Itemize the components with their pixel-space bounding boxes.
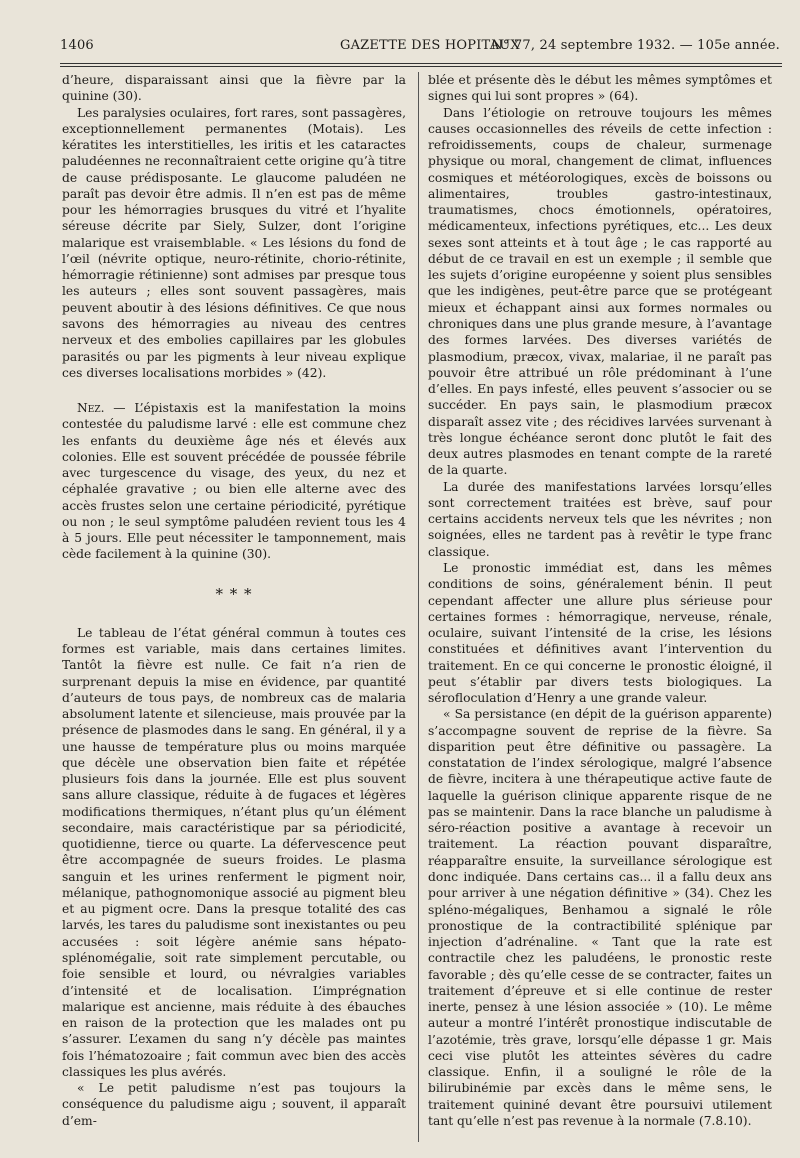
paragraph-text: — L’épistaxis est la manifestation la moins contestée du paludisme larvé : elle est commune chez les enfants du deuxième âge nés et élevés aux colonies. Elle est souvent précédée de poussée fébrile avec turgescence du visage, des yeux, du nez et céphalée gravative ; ou bien elle alterne avec des accès frustes selon une certaine périodicité, pyrétique ou non ; le seul symptôme paludéen revient tous les 4 à 5 jours. Elle peut nécessiter le tamponnement, mais cède facilement à la quinine (30).: [62, 401, 406, 562]
section-ornament: * * *: [215, 584, 253, 603]
journal-title: GAZETTE DES HOPITAUX: [340, 38, 520, 53]
paragraph: La durée des manifestations larvées lorsqu’elles sont correctement traitées est brève, sauf pour certains accidents nerveux tels que les névrites ; non soignées, elles ne tardent pas à revêtir le type franc classique.: [428, 479, 772, 559]
column-divider: [418, 72, 419, 1142]
header-rule: [60, 63, 782, 64]
paragraph: Le tableau de l’état général commun à toutes ces formes est variable, mais dans certaines limites. Tantôt la fièvre est nulle. Ce fait n’a rien de surprenant depuis la mise en évidence, par quantité d’auteurs de tous pays, de nombreux cas de malaria absolument latente et silencieuse, mais prouvée par la présence de plasmodes dans le sang. En général, il y a une hausse de température plus ou moins marquée que décèle une observation bien faite et répétée plusieurs fois dans la journée. Elle est plus souvent sans allure classique, réduite à de fugaces et légères modifications thermiques, n’étant plus qu’un élément secondaire, mais caractéristique par sa périodicité, quotidienne, tierce ou quarte. La défervescence peut être accompagnée de sueurs froides. Le plasma sanguin et les urines renferment le pigment noir, mélanique, pathognomonique associé au pigment bleu et au pigment ocre. Dans la presque totalité des cas larvés, les tares du paludisme sont inexistantes ou peu accusées : soit légère anémie sans hépato-splénomégalie, soit rate simplement percutable, ou foie sensible et lourd, ou névralgies variables d’intensité et de localisation. L’imprégnation malarique est ancienne, mais réduite à des ébauches en raison de la protection que les malades ont pu s’assurer. L’examen du sang n’y décèle pas maintes fois l’hématozoaire ; fait commun avec bien des accès classiques les plus avérés.: [62, 625, 406, 1079]
paragraph: Les paralysies oculaires, fort rares, sont passagères, exceptionnellement permanentes (Motais). Les kératites les interstitielles, les iritis et les cataractes paludéennes ne reconnaîtraient cette origine qu’à titre de cause prédisposante. Le glaucome paludéen ne paraît pas devoir être admis. Il n’en est pas de même pour les hémorragies brusques du vitré et l’hyalite séreuse décrite par Siely, Sulzer, dont l’origine malarique est vraisemblable. « Les lésions du fond de l’œil (névrite optique, neuro-rétinite, chorio-rétinite, hémorragie rétinienne) sont admises par presque tous les auteurs ; elles sont souvent passagères, mais peuvent aboutir à des lésions définitives. Ce que nous savons des hémorragies au niveau des centres nerveux et des embolies capillaires par les globules parasités ou par les pigments à leur niveau explique ces diverses localisations morbides » (42).: [62, 105, 406, 380]
page-header: [60, 34, 780, 56]
paragraph: blée et présente dès le début les mêmes symptômes et signes qui lui sont propres » (64).: [428, 73, 772, 104]
right-column: [428, 72, 772, 1129]
paragraph: Dans l’étiologie on retrouve toujours les mêmes causes occasionnelles des réveils de cette infection : refroidissements, coups de chaleur, surmenage physique ou moral, changement de climat, influences cosmiques et météorologiques, excès de boissons ou alimentaires, troubles gastro-intestinaux, traumatismes, chocs émotionnels, opératoires, médicamenteux, infections pyrétiques, etc... Les deux sexes sont atteints et à tout âge ; le cas rapporté au début de ce travail en est un exemple ; il semble que les sujets d’origine européenne y soient plus sensibles que les indigènes, peut-être parce que se protégeant mieux et échappant ainsi aux formes normales ou chroniques dans une plus grande mesure, à l’avantage des formes larvées. Des diverses variétés de plasmodium, præcox, vivax, malariae, il ne paraît pas pouvoir être attribué un rôle prédominant à l’une d’elles. En pays infesté, elles peuvent s’associer ou se succéder. En pays sain, le plasmodium præcox disparaît assez vite ; des récidives larvées survenant à très longue échéance seront donc plutôt le fait des deux autres plasmodes en tenant compte de la rareté de la quarte.: [428, 105, 772, 478]
paragraph: d’heure, disparaissant ainsi que la fièvre par la quinine (30).: [62, 73, 406, 104]
paragraph: « Sa persistance (en dépit de la guérison apparente) s’accompagne souvent de reprise de la fièvre. Sa disparition peut être définitive ou passagère. La constatation de l’index sérologique, malgré l’absence de fièvre, incitera à une thérapeutique active faute de laquelle la guérison clinique apparente risque de ne pas se maintenir. Dans la race blanche un paludisme à séro-réaction positive a avantage à recevoir un traitement. La réaction pouvant disparaître, réapparaître ensuite, la surveillance sérologique est donc indiquée. Dans certains cas... il a fallu deux ans pour arriver à une négation définitive » (34). Chez les spléno-mégaliques, Benhamou a signalé le rôle pronostique de la contractibilité splénique par injection d’adrénaline. « Tant que la rate est contractile chez les paludéens, le pronostic reste favorable ; dès qu’elle cesse de se contracter, faites un traitement d’épreuve et si elle continue de rester inerte, pensez à une lésion associée » (10). Le même auteur a montré l’intérêt pronostique indiscutable de l’azotémie, très grave, lorsqu’elle dépasse 1 gr. Mais ceci vise plutôt les atteintes sévères du cadre classique. Enfin, il a souligné le rôle de la bilirubinémie par excès dans le même sens, le traitement quininé devant être poursuivi utilement tant qu’elle n’est pas revenue à la normale (7.8.10).: [428, 707, 772, 1128]
section-label: Nez.: [77, 401, 105, 416]
paragraph: « Le petit paludisme n’est pas toujours la conséquence du paludisme aigu ; souvent, il apparaît d’em-: [62, 1081, 406, 1128]
page-number: 1406: [60, 38, 94, 53]
left-column: [62, 72, 406, 1129]
paragraph-nez: [62, 400, 406, 563]
paragraph: Le pronostic immédiat est, dans les mêmes conditions de soins, généralement bénin. Il peut cependant affecter une allure plus sérieuse pour certaines formes : hémorragique, nerveuse, rénale, oculaire, suivant l’intensité de la crise, les lésions constituées et définitives avant l’intervention du traitement. En ce qui concerne le pronostic éloigné, il peut s’établir par divers tests biologiques. La sérofloculation d’Henry a une grande valeur.: [428, 560, 772, 706]
issue-info: N° 77, 24 septembre 1932. — 105e année.: [491, 38, 780, 53]
header-rule-double: [60, 66, 782, 67]
